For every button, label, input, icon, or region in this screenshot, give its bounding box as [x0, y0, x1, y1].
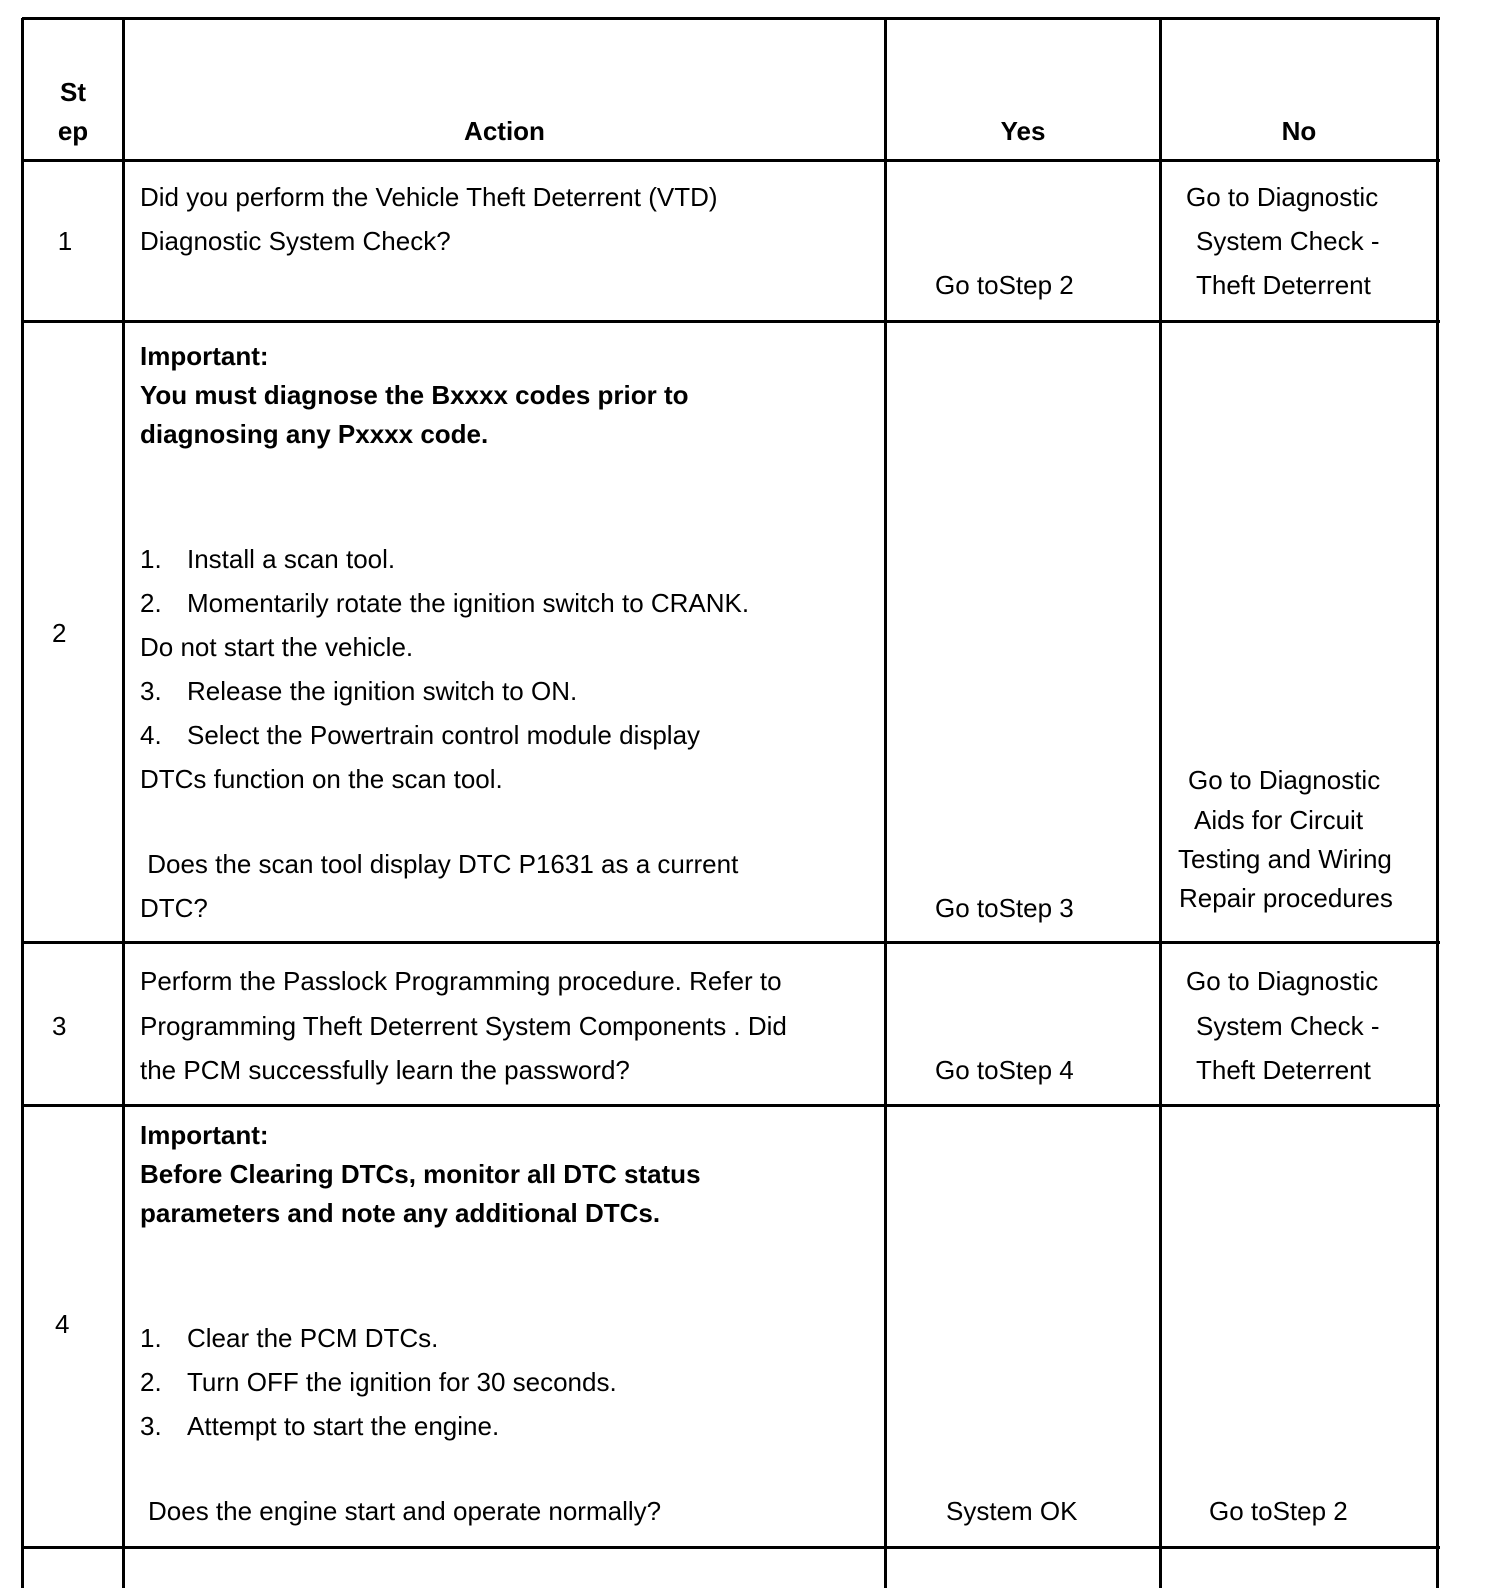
rule-row2 [22, 941, 1440, 944]
list-item-text: Momentarily rotate the ignition switch to CRANK. [187, 588, 750, 618]
list-item-number: 2. [140, 1367, 162, 1397]
header-step-line1: St [60, 77, 86, 107]
list-item-continuation: Do not start the vehicle. [140, 632, 414, 662]
question-text: Does the scan tool display DTC P1631 as a current [140, 849, 739, 879]
no-result: Aids for Circuit [1194, 805, 1364, 835]
action-text: Perform the Passlock Programming procedure. Refer to [140, 966, 782, 996]
question-text: DTC? [140, 893, 208, 923]
no-result: System Check - [1196, 226, 1380, 256]
yes-result: System OK [946, 1496, 1078, 1526]
no-result: Testing and Wiring [1178, 844, 1392, 874]
no-result: Go to Diagnostic [1186, 182, 1379, 212]
list-item [140, 676, 577, 706]
action-text: Diagnostic System Check? [140, 226, 451, 256]
no-result: Go toStep 2 [1209, 1496, 1348, 1526]
rule-top [22, 17, 1440, 20]
action-text: the PCM successfully learn the password? [140, 1055, 630, 1085]
list-item-text: Attempt to start the engine. [187, 1411, 500, 1441]
no-result: Repair procedures [1179, 883, 1393, 913]
list-item-text: Turn OFF the ignition for 30 seconds. [187, 1367, 617, 1397]
list-item [140, 544, 395, 574]
list-item [140, 1323, 438, 1353]
important-label: Important: [140, 341, 269, 371]
list-item-number: 2. [140, 588, 162, 618]
list-item-number: 3. [140, 1411, 162, 1441]
rule-step [122, 18, 125, 1588]
step-number: 2 [52, 618, 67, 648]
no-result: System Check - [1196, 1011, 1380, 1041]
rule-action [884, 18, 887, 1588]
rule-right [1436, 18, 1439, 1588]
yes-result: Go toStep 4 [935, 1055, 1074, 1085]
no-result: Go to Diagnostic [1186, 966, 1379, 996]
no-result: Theft Deterrent [1196, 1055, 1371, 1085]
list-item-text: Install a scan tool. [187, 544, 396, 574]
list-item-number: 4. [140, 720, 162, 750]
action-text: Did you perform the Vehicle Theft Deterrent (VTD) [140, 182, 718, 212]
no-result: Theft Deterrent [1196, 270, 1371, 300]
important-text: parameters and note any additional DTCs. [140, 1198, 661, 1228]
question-text: Does the engine start and operate normally? [148, 1496, 662, 1526]
no-result: Go to Diagnostic [1188, 765, 1381, 795]
rule-header [22, 159, 1440, 162]
rule-row3 [22, 1104, 1440, 1107]
rule-yes [1159, 18, 1162, 1588]
header-no: No [1281, 116, 1317, 146]
rule-row1 [22, 320, 1440, 323]
action-text: Programming Theft Deterrent System Components . Did [140, 1011, 787, 1041]
header-step-line2: ep [57, 116, 89, 146]
list-item-number: 1. [140, 1323, 162, 1353]
step-number: 4 [55, 1309, 70, 1339]
list-item [140, 588, 749, 618]
list-item [140, 1367, 617, 1397]
header-action: Action [464, 116, 545, 146]
header-yes: Yes [1000, 116, 1046, 146]
list-item-text: Clear the PCM DTCs. [187, 1323, 439, 1353]
step-number: 3 [52, 1011, 67, 1041]
list-item-number: 1. [140, 544, 162, 574]
yes-result: Go toStep 3 [935, 893, 1074, 923]
list-item [140, 720, 700, 750]
list-item-number: 3. [140, 676, 162, 706]
important-text: You must diagnose the Bxxxx codes prior to [140, 380, 689, 410]
important-text: diagnosing any Pxxxx code. [140, 419, 489, 449]
step-number: 1 [57, 226, 73, 256]
important-text: Before Clearing DTCs, monitor all DTC status [140, 1159, 701, 1189]
list-item-text: Select the Powertrain control module display [187, 720, 701, 750]
list-item-continuation: DTCs function on the scan tool. [140, 764, 503, 794]
list-item-text: Release the ignition switch to ON. [187, 676, 578, 706]
yes-result: Go toStep 2 [935, 270, 1074, 300]
list-item [140, 1411, 499, 1441]
rule-row4 [22, 1546, 1440, 1549]
important-label: Important: [140, 1120, 269, 1150]
